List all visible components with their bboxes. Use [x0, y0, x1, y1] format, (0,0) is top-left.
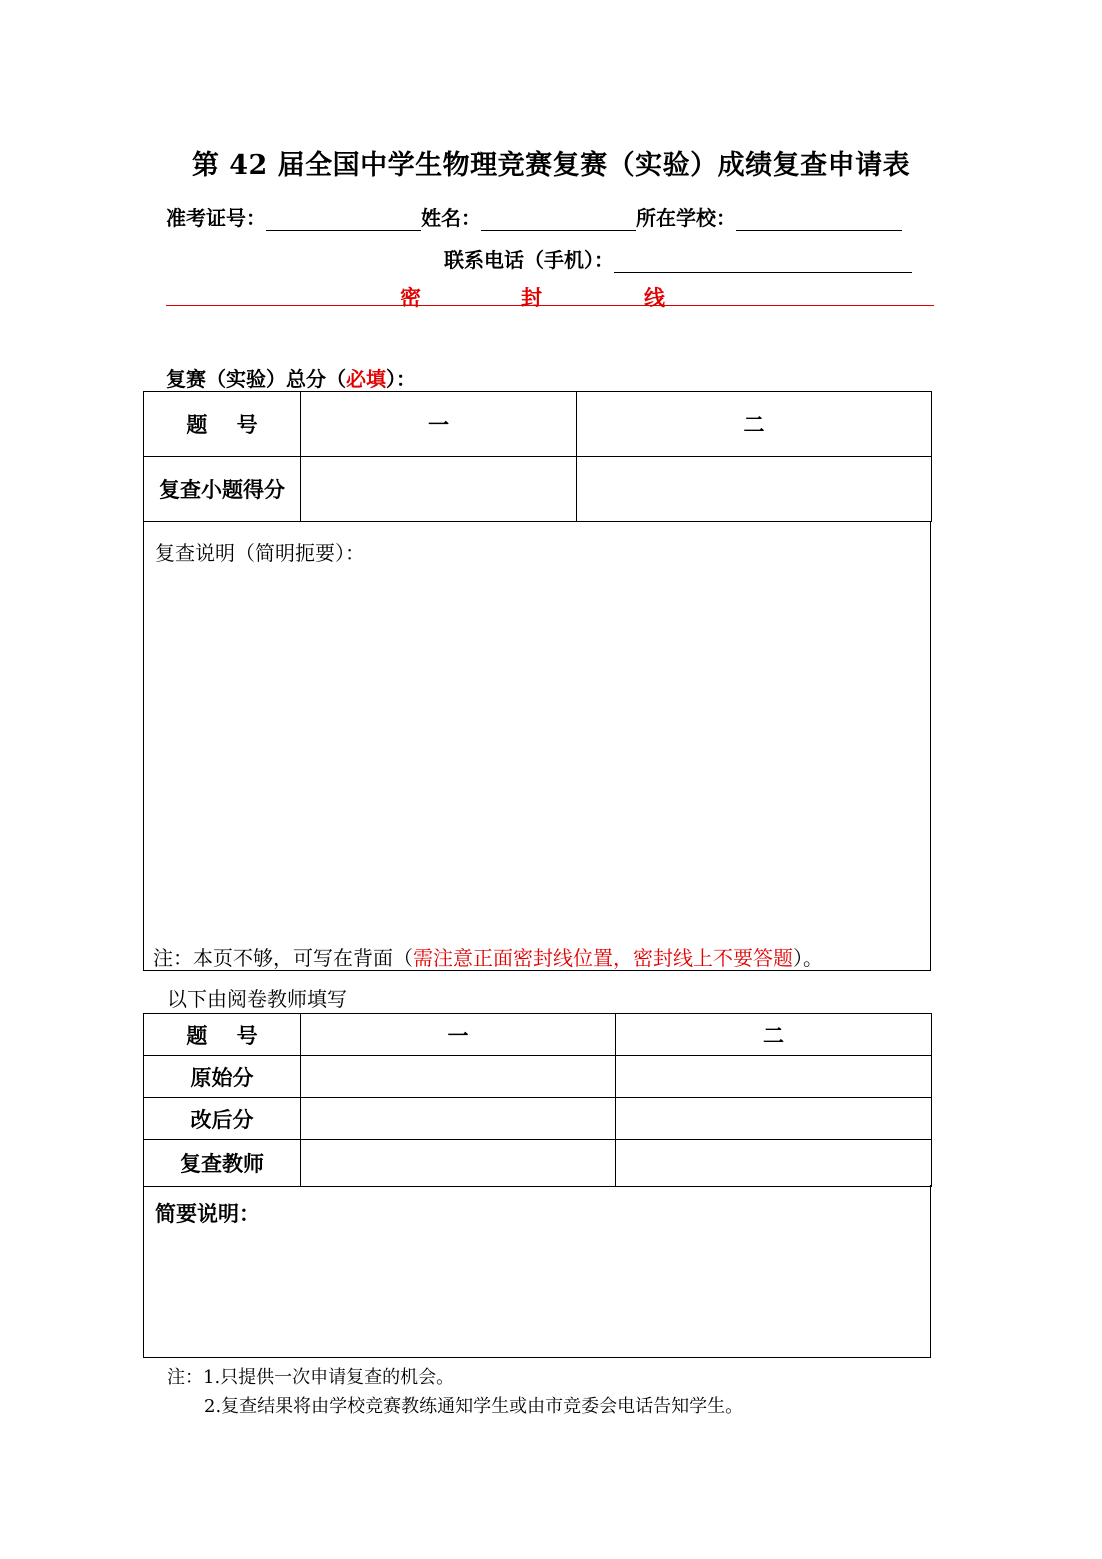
note-footer-suffix: ）。 — [793, 946, 823, 970]
review-score-label: 复查小题得分 — [144, 457, 301, 522]
seal-char-feng: 封 — [521, 285, 542, 310]
review-note-footer — [153, 942, 823, 971]
question-col-2: 二 — [577, 392, 932, 457]
review-score-q2[interactable] — [577, 457, 932, 522]
original-score-q1[interactable] — [301, 1056, 616, 1098]
page-title: 第 42 届全国中学生物理竞赛复赛（实验）成绩复查申请表 — [191, 150, 911, 181]
total-score-field[interactable] — [416, 369, 549, 392]
seal-char-mi: 密 — [400, 285, 421, 310]
review-teacher-label: 复查教师 — [144, 1140, 301, 1187]
total-score-suffix: ）： — [386, 367, 416, 391]
review-note-heading: 复查说明（简明扼要）： — [155, 541, 365, 565]
total-score-line — [166, 363, 549, 392]
name-field[interactable] — [481, 208, 636, 231]
footnote-2: 2.复查结果将由学校竞赛教练通知学生或由市竞委会电话告知学生。 — [204, 1396, 744, 1417]
teacher-table — [143, 1013, 932, 1187]
phone-line — [444, 244, 912, 273]
teacher-section-label: 以下由阅卷教师填写 — [167, 987, 347, 1011]
review-table — [143, 391, 932, 522]
revised-score-q2[interactable] — [616, 1098, 932, 1140]
review-teacher-q1[interactable] — [301, 1140, 616, 1187]
footnote-1: 注：1.只提供一次申请复查的机会。 — [167, 1367, 455, 1388]
teacher-col-2: 二 — [616, 1014, 932, 1056]
phone-field[interactable] — [614, 250, 912, 273]
name-label: 姓名： — [421, 206, 481, 230]
review-teacher-q2[interactable] — [616, 1140, 932, 1187]
note-footer-warning: 需注意正面密封线位置，密封线上不要答题 — [413, 946, 793, 970]
phone-label: 联系电话（手机）： — [444, 248, 614, 272]
school-label: 所在学校： — [636, 206, 736, 230]
total-score-prefix: 复赛（实验）总分（ — [166, 367, 346, 391]
brief-note-box[interactable] — [143, 1185, 931, 1358]
original-score-label: 原始分 — [144, 1056, 301, 1098]
review-note-box[interactable] — [143, 522, 931, 971]
teacher-col-1: 一 — [301, 1014, 616, 1056]
revised-score-q1[interactable] — [301, 1098, 616, 1140]
note-footer-prefix: 注：本页不够，可写在背面（ — [153, 946, 413, 970]
exam-no-field[interactable] — [266, 208, 421, 231]
applicant-info-line — [166, 202, 902, 231]
brief-note-label: 简要说明： — [155, 1201, 260, 1226]
review-score-q1[interactable] — [301, 457, 577, 522]
exam-no-label: 准考证号： — [166, 206, 266, 230]
revised-score-label: 改后分 — [144, 1098, 301, 1140]
seal-line — [166, 305, 934, 306]
required-mark: 必填 — [346, 367, 386, 391]
teacher-question-no-header: 题 号 — [144, 1014, 301, 1056]
seal-char-xian: 线 — [644, 285, 665, 310]
original-score-q2[interactable] — [616, 1056, 932, 1098]
school-field[interactable] — [736, 208, 902, 231]
question-no-header: 题 号 — [144, 392, 301, 457]
question-col-1: 一 — [301, 392, 577, 457]
